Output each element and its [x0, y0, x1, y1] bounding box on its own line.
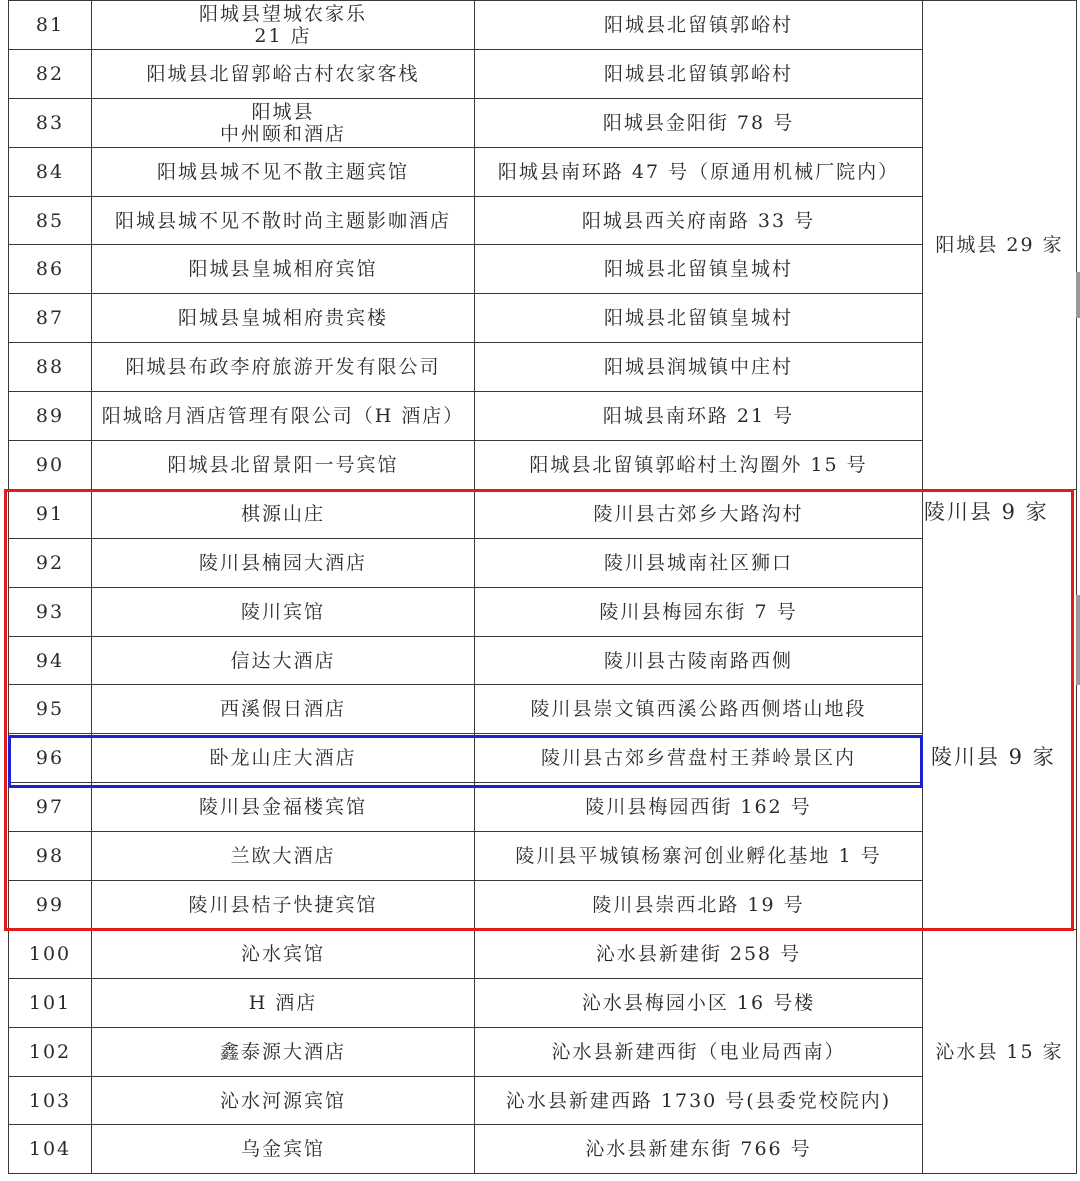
hotel-list-sheet — [8, 0, 1076, 1174]
row-number: 86 — [9, 245, 92, 294]
row-number: 101 — [9, 978, 92, 1027]
hotel-name: 沁水河源宾馆 — [92, 1076, 475, 1125]
table-row — [9, 881, 1077, 930]
table-row — [9, 929, 1077, 978]
hotel-address: 陵川县梅园东街 7 号 — [475, 587, 923, 636]
hotel-address: 陵川县梅园西街 162 号 — [475, 783, 923, 832]
hotel-address: 阳城县南环路 47 号（原通用机械厂院内） — [475, 147, 923, 196]
hotel-name: 卧龙山庄大酒店 — [92, 734, 475, 783]
hotel-address: 陵川县崇西北路 19 号 — [475, 881, 923, 930]
row-number: 85 — [9, 196, 92, 245]
hotel-address: 沁水县新建西路 1730 号(县委党校院内) — [475, 1076, 923, 1125]
row-number: 89 — [9, 392, 92, 441]
hotel-name: 阳城县城不见不散主题宾馆 — [92, 147, 475, 196]
row-number: 92 — [9, 538, 92, 587]
row-number: 90 — [9, 441, 92, 490]
hotel-name: 阳城晗月酒店管理有限公司（H 酒店） — [92, 392, 475, 441]
table-row — [9, 245, 1077, 294]
row-number: 93 — [9, 587, 92, 636]
table-row — [9, 538, 1077, 587]
hotel-name: 阳城县布政李府旅游开发有限公司 — [92, 343, 475, 392]
hotel-name: 阳城县望城农家乐 21 店 — [92, 1, 475, 50]
hotel-name: 西溪假日酒店 — [92, 685, 475, 734]
row-number: 98 — [9, 832, 92, 881]
row-number: 82 — [9, 49, 92, 98]
hotel-address: 阳城县北留镇郭峪村 — [475, 49, 923, 98]
hotel-address: 阳城县北留镇皇城村 — [475, 245, 923, 294]
hotel-address: 阳城县润城镇中庄村 — [475, 343, 923, 392]
row-number: 97 — [9, 783, 92, 832]
hotel-name: 陵川县楠园大酒店 — [92, 538, 475, 587]
hotel-name: 阳城县北留景阳一号宾馆 — [92, 441, 475, 490]
table-row — [9, 1125, 1077, 1174]
hotel-name: 信达大酒店 — [92, 636, 475, 685]
table-row — [9, 196, 1077, 245]
table-row — [9, 147, 1077, 196]
row-number: 83 — [9, 98, 92, 147]
row-number: 96 — [9, 734, 92, 783]
table-row — [9, 98, 1077, 147]
table-row — [9, 685, 1077, 734]
hotel-name: 阳城县北留郭峪古村农家客栈 — [92, 49, 475, 98]
hotel-name: 阳城县皇城相府宾馆 — [92, 245, 475, 294]
table-row — [9, 294, 1077, 343]
hotel-address: 陵川县崇文镇西溪公路西侧塔山地段 — [475, 685, 923, 734]
table-row — [9, 636, 1077, 685]
row-number: 91 — [9, 489, 92, 538]
hotel-name: 兰欧大酒店 — [92, 832, 475, 881]
hotel-address: 陵川县平城镇杨寨河创业孵化基地 1 号 — [475, 832, 923, 881]
row-number: 99 — [9, 881, 92, 930]
row-number: 95 — [9, 685, 92, 734]
hotel-address: 陵川县古郊乡大路沟村 — [475, 489, 923, 538]
county-count-cell: 沁水县 15 家 — [923, 929, 1077, 1173]
table-row — [9, 978, 1077, 1027]
row-number: 87 — [9, 294, 92, 343]
hotel-address: 陵川县城南社区狮口 — [475, 538, 923, 587]
row-number: 94 — [9, 636, 92, 685]
county-count-cell: 阳城县 29 家 — [923, 1, 1077, 490]
hotel-name: 陵川宾馆 — [92, 587, 475, 636]
table-row — [9, 783, 1077, 832]
hotel-address: 沁水县新建东街 766 号 — [475, 1125, 923, 1174]
table-row — [9, 832, 1077, 881]
county-count-label: 陵川县 9 家 — [924, 496, 1049, 526]
row-number: 88 — [9, 343, 92, 392]
table-row — [9, 1027, 1077, 1076]
hotel-address: 阳城县北留镇郭峪村 — [475, 1, 923, 50]
hotel-address: 陵川县古陵南路西侧 — [475, 636, 923, 685]
county-count-cell — [923, 489, 1077, 929]
table-row — [9, 587, 1077, 636]
hotel-name: 沁水宾馆 — [92, 929, 475, 978]
hotel-name: 乌金宾馆 — [92, 1125, 475, 1174]
hotel-table — [8, 0, 1077, 1174]
row-number: 103 — [9, 1076, 92, 1125]
hotel-name: 棋源山庄 — [92, 489, 475, 538]
row-number: 100 — [9, 929, 92, 978]
hotel-name: H 酒店 — [92, 978, 475, 1027]
hotel-address: 沁水县梅园小区 16 号楼 — [475, 978, 923, 1027]
hotel-name: 阳城县城不见不散时尚主题影咖酒店 — [92, 196, 475, 245]
hotel-address: 阳城县北留镇皇城村 — [475, 294, 923, 343]
page-edge-mark — [1076, 595, 1080, 685]
hotel-name: 陵川县桔子快捷宾馆 — [92, 881, 475, 930]
table-row — [9, 343, 1077, 392]
table-row — [9, 489, 1077, 538]
hotel-name: 鑫泰源大酒店 — [92, 1027, 475, 1076]
hotel-table-body — [9, 1, 1077, 1174]
table-row — [9, 49, 1077, 98]
row-number: 84 — [9, 147, 92, 196]
hotel-address: 阳城县南环路 21 号 — [475, 392, 923, 441]
row-number: 81 — [9, 1, 92, 50]
row-number: 102 — [9, 1027, 92, 1076]
hotel-address: 沁水县新建西街（电业局西南） — [475, 1027, 923, 1076]
hotel-name: 阳城县皇城相府贵宾楼 — [92, 294, 475, 343]
hotel-name: 陵川县金福楼宾馆 — [92, 783, 475, 832]
table-row — [9, 1, 1077, 50]
hotel-address: 沁水县新建街 258 号 — [475, 929, 923, 978]
row-number: 104 — [9, 1125, 92, 1174]
table-row — [9, 734, 1077, 783]
hotel-address: 阳城县金阳街 78 号 — [475, 98, 923, 147]
table-row — [9, 1076, 1077, 1125]
hotel-name: 阳城县 中州颐和酒店 — [92, 98, 475, 147]
table-row — [9, 441, 1077, 490]
county-count-label: 陵川县 9 家 — [931, 741, 1056, 771]
table-row — [9, 392, 1077, 441]
page-edge-mark — [1076, 272, 1080, 318]
hotel-address: 陵川县古郊乡营盘村王莽岭景区内 — [475, 734, 923, 783]
hotel-address: 阳城县西关府南路 33 号 — [475, 196, 923, 245]
hotel-address: 阳城县北留镇郭峪村土沟圈外 15 号 — [475, 441, 923, 490]
